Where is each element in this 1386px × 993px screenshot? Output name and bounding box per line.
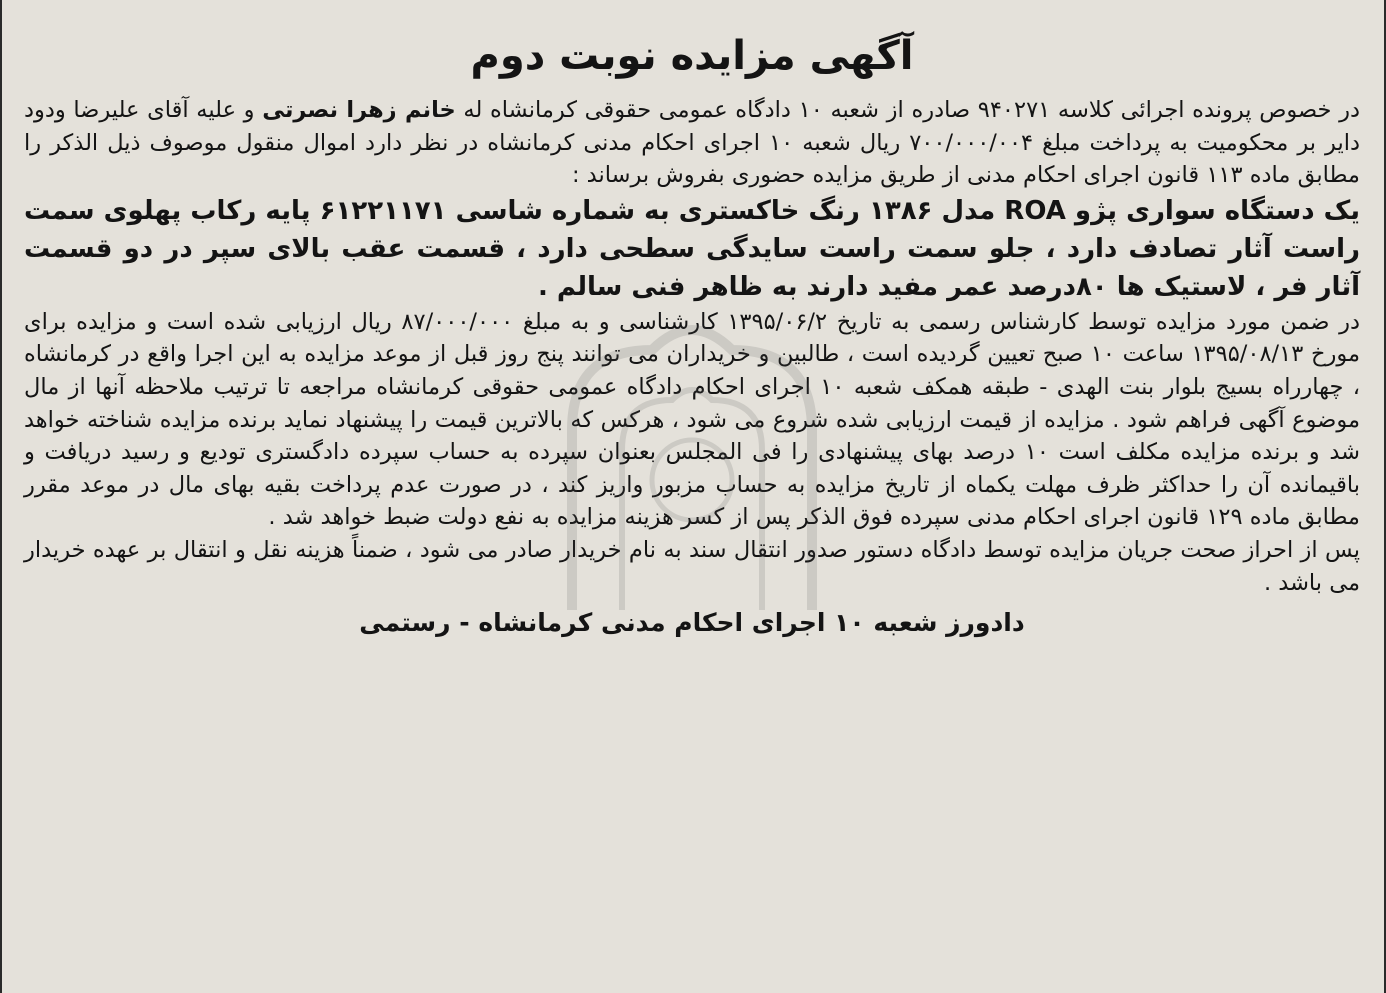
intro-text-part1: در خصوص پرونده اجرائی کلاسه ۹۴۰۲۷۱ صادره از شعبه ۱۰ دادگاه عمومی حقوقی کرمانشاه له: [463, 97, 1361, 123]
auction-details: در ضمن مورد مزایده توسط کارشناس رسمی به تاریخ ۱۳۹۵/۰۶/۲ کارشناسی و به مبلغ ۸۷/۰۰۰/۰۰۰ ریال ارزیابی شده است و مزایده برای مورخ ۱۳۹۵/۰۸/۱۳ ساعت ۱۰ صبح تعیین گردیده است ، طالبین و خریداران می توانند پنج روز قبل از موعد مزایده به این اجرا واقع در کرمانشاه ، چهارراه بسیج بلوار بنت الهدی - طبقه همکف شعبه ۱۰ اجرای احکام دادگاه عمومی حقوقی کرمانشاه مراجعه تا ترتیب ملاحظه آنها از مال موضوع آگهی فراهم شود . مزایده از قیمت ارزیابی شده شروع می شود ، هرکس که بالاترین قیمت را پیشنهاد نماید برنده مزایده شناخته خواهد شد و برنده مزایده مکلف است ۱۰ درصد بهای پیشنهادی را فی المجلس بعنوان سپرده به حساب سپرده دادگستری تودیع و رسید دریافت و باقیمانده آن را حداکثر ظرف مهلت یکماه از تاریخ مزایده به حساب مزبور واریز کند ، در صورت عدم پرداخت بقیه بهای مال در موعد مقرر مطابق ماده ۱۲۹ قانون اجرای احکام مدنی سپرده فوق الذکر پس از کسر هزینه مزایده به نفع دولت ضبط خواهد شد .: [24, 308, 1361, 531]
vehicle-description: یک دستگاه سواری پژو ROA مدل ۱۳۸۶ رنگ خاکستری به شماره شاسی ۶۱۲۲۱۱۷۱ پایه رکاب پهلوی سمت راست آثار تصادف دارد ، جلو سمت راست سایدگی سطحی دارد ، قسمت عقب بالای سپر در دو قسمت آثار فر ، لاستیک ها ۸۰درصد عمر مفید دارند به ظاهر فنی سالم .: [24, 195, 1361, 302]
intro-paragraph: [24, 94, 1360, 192]
intro-text-part2: و علیه آقای علیرضا ودود دایر بر محکومیت به پرداخت مبلغ ۷۰۰/۰۰۰/۰۰۴ ریال شعبه ۱۰ اجرای احکام مدنی کرمانشاه در نظر دارد اموال منقول موصوف ذیل الذکر را مطابق ماده ۱۱۳ قانون اجرای احکام مدنی از طریق مزایده حضوری بفروش برساند :: [24, 97, 1360, 189]
notice-title: آگهی مزایده نوبت دوم: [470, 33, 914, 79]
creditor-name: خانم زهرا نصرتی: [262, 97, 456, 123]
closing-paragraph: پس از احراز صحت جریان مزایده توسط دادگاه دستور صدور انتقال سند به نام خریدار صادر می شود ، ضمناً هزینه نقل و انتقال بر عهده خریدار می باشد .: [24, 536, 1360, 596]
signature-line: دادورز شعبه ۱۰ اجرای احکام مدنی کرمانشاه - رستمی: [359, 608, 1025, 638]
